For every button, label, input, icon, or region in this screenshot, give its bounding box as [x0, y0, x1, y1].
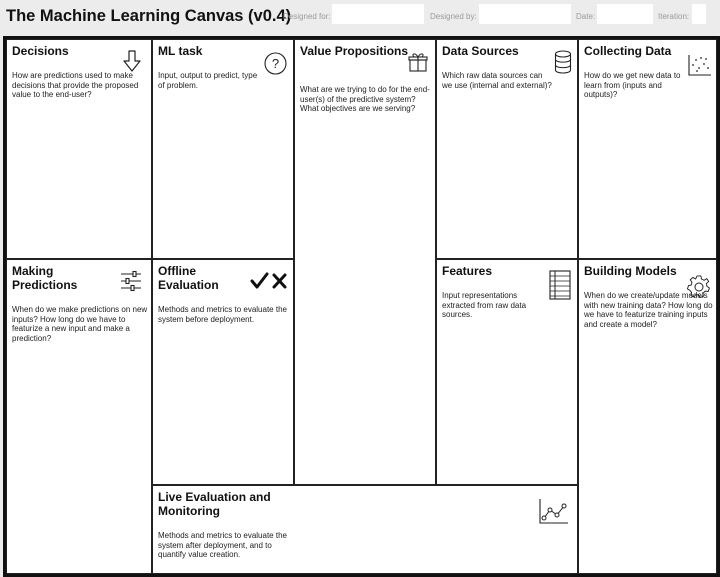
making-predictions-description: When do we make predictions on new inputs? How long do we have to featurize a new input and make a prediction?: [12, 305, 148, 343]
value-propositions-box[interactable]: [294, 39, 436, 485]
designed-for-label: Designed for:: [283, 12, 331, 21]
features-description: Input representations extracted from raw data sources.: [442, 291, 527, 320]
decisions-box[interactable]: [6, 39, 152, 259]
data-sources-description: Which raw data sources can we use (internal and external)?: [442, 71, 552, 90]
offline-evaluation-title: Offline Evaluation: [158, 264, 219, 292]
decisions-description: How are predictions used to make decisions that provide the proposed value to the end-user?: [12, 71, 139, 100]
scatter-plot-icon: [688, 54, 712, 76]
live-evaluation-title: Live Evaluation and Monitoring: [158, 490, 271, 518]
data-sources-box[interactable]: [436, 39, 578, 259]
iteration-field[interactable]: [692, 4, 706, 24]
building-models-description: When do we create/update models with new training data? How long do we have to featurize training inputs and create a model?: [584, 291, 713, 329]
designed-by-field[interactable]: [479, 4, 571, 24]
line-chart-icon: [539, 498, 569, 524]
data-sources-title: Data Sources: [442, 44, 519, 58]
features-title: Features: [442, 264, 493, 278]
question-icon: [264, 52, 287, 75]
value-propositions-title: Value Propositions: [300, 44, 409, 58]
making-predictions-title: Making Predictions: [12, 264, 78, 292]
collecting-data-title: Collecting Data: [584, 44, 672, 58]
offline-evaluation-description: Methods and metrics to evaluate the system before deployment.: [158, 305, 287, 324]
ml-canvas: [3, 36, 720, 577]
building-models-title: Building Models: [584, 264, 677, 278]
features-box[interactable]: [436, 259, 578, 485]
collecting-data-description: How do we get new data to learn from (inputs and outputs)?: [584, 71, 681, 100]
gear-icon: [687, 275, 711, 299]
ml-task-title: ML task: [158, 44, 203, 58]
ml-task-box[interactable]: [152, 39, 294, 259]
decisions-title: Decisions: [12, 44, 69, 58]
svg-text:?: ?: [271, 56, 280, 71]
check-cross-icon: [250, 272, 288, 290]
gift-icon: [408, 52, 428, 72]
ml-task-description: Input, output to predict, type of problem.: [158, 71, 258, 90]
building-models-box[interactable]: [578, 259, 717, 574]
iteration-label: Iteration:: [658, 12, 690, 21]
page-title: The Machine Learning Canvas (v0.4): [6, 7, 292, 25]
live-evaluation-box[interactable]: [152, 485, 578, 574]
value-propositions-description: What are we trying to do for the end-user(s) of the predictive system? What objectives are we serving?: [300, 85, 430, 114]
designed-by-label: Designed by:: [430, 12, 477, 21]
arrow-down-icon: [123, 50, 141, 72]
collecting-data-box[interactable]: [578, 39, 717, 259]
live-evaluation-description: Methods and metrics to evaluate the system after deployment, and to quantify value creation.: [158, 531, 287, 560]
canvas-header: [0, 0, 720, 34]
list-icon: [549, 270, 571, 300]
designed-for-field[interactable]: [332, 4, 424, 24]
sliders-icon: [120, 270, 142, 292]
offline-evaluation-box[interactable]: [152, 259, 294, 485]
making-predictions-box[interactable]: [6, 259, 152, 574]
date-label: Date:: [576, 12, 596, 21]
database-icon: [554, 50, 572, 74]
date-field[interactable]: [597, 4, 653, 24]
